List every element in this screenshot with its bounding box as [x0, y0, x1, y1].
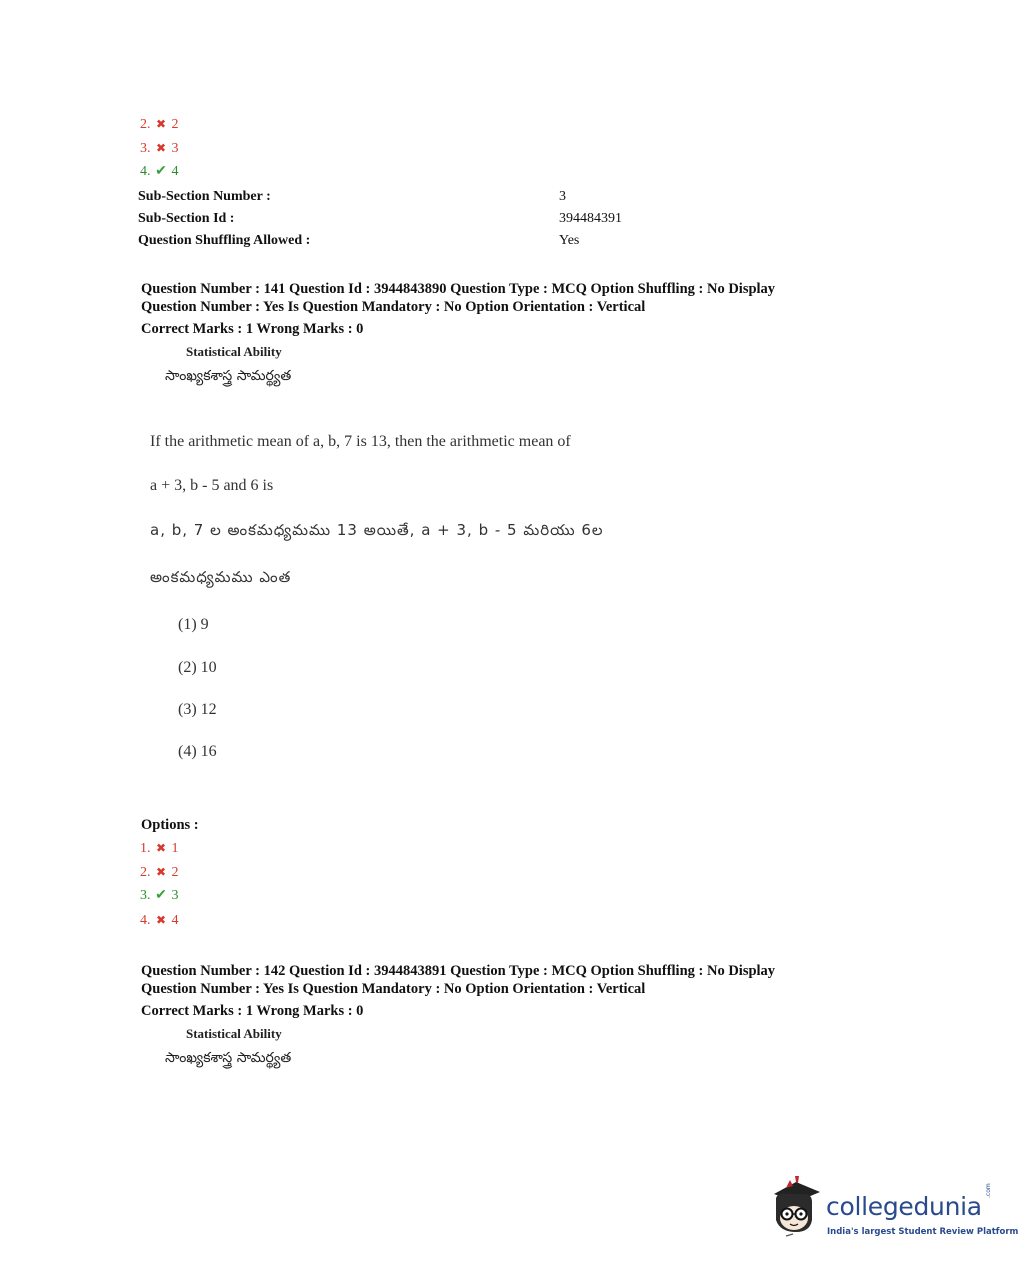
question-text: a + 3, b - 5 and 6 is — [150, 477, 274, 494]
question-marks: Correct Marks : 1 Wrong Marks : 0 — [141, 321, 364, 337]
cross-icon: ✖ — [155, 913, 167, 927]
collegedunia-mascot-icon — [766, 1176, 824, 1238]
brand-name: collegedunia — [826, 1192, 982, 1221]
option-row: 3. ✔ 3 — [140, 888, 179, 903]
question-text: If the arithmetic mean of a, b, 7 is 13, then the arithmetic mean of — [150, 433, 571, 450]
subject-title-telugu: సాంఖ్యకశాస్త్ర సామర్థ్యత — [165, 368, 292, 384]
options-label: Options : — [141, 817, 199, 833]
question-header-line: Question Number : 141 Question Id : 3944843890 Question Type : MCQ Option Shuffling : No Display — [141, 281, 776, 297]
subsection-id-value: 394484391 — [559, 211, 622, 226]
subject-title: Statistical Ability — [186, 1026, 282, 1041]
answer-choice: (1) 9 — [178, 616, 209, 633]
cross-icon: ✖ — [155, 841, 167, 855]
option-row: 4. ✔ 4 — [140, 164, 179, 179]
cross-icon: ✖ — [155, 865, 167, 879]
answer-choice: (4) 16 — [178, 743, 217, 760]
answer-choice: (3) 12 — [178, 701, 217, 718]
check-icon: ✔ — [155, 164, 167, 179]
subsection-number-value: 3 — [559, 189, 566, 204]
question-text-telugu: a, b, 7 ల అంకమధ్యమము 13 అయితే, a + 3, b - 5 మరియు 6ల — [150, 521, 604, 539]
subject-title-telugu: సాంఖ్యకశాస్త్ర సామర్థ్యత — [165, 1050, 292, 1066]
answer-choice: (2) 10 — [178, 659, 217, 676]
option-row: 1. ✖ 1 — [140, 841, 179, 856]
cross-icon: ✖ — [155, 117, 167, 131]
brand-domain: .com — [985, 1183, 992, 1198]
question-shuffling-value: Yes — [559, 233, 580, 248]
question-header-line: Question Number : Yes Is Question Mandatory : No Option Orientation : Vertical — [141, 299, 646, 315]
option-row: 2. ✖ 2 — [140, 865, 179, 880]
question-header-line: Question Number : Yes Is Question Mandatory : No Option Orientation : Vertical — [141, 981, 646, 997]
check-icon: ✔ — [155, 888, 167, 903]
question-marks: Correct Marks : 1 Wrong Marks : 0 — [141, 1003, 364, 1019]
option-row: 3. ✖ 3 — [140, 141, 179, 156]
brand-tagline: India's largest Student Review Platform — [827, 1227, 1019, 1237]
subject-title: Statistical Ability — [186, 344, 282, 359]
option-row: 2. ✖ 2 — [140, 117, 179, 132]
question-text-telugu: అంకమధ్యమము ఎంత — [150, 568, 292, 586]
question-header-line: Question Number : 142 Question Id : 3944843891 Question Type : MCQ Option Shuffling : No Display — [141, 963, 776, 979]
question-shuffling-label: Question Shuffling Allowed : — [138, 233, 311, 248]
option-row: 4. ✖ 4 — [140, 913, 179, 928]
subsection-id-label: Sub-Section Id : — [138, 211, 235, 226]
subsection-number-label: Sub-Section Number : — [138, 189, 271, 204]
cross-icon: ✖ — [155, 141, 167, 155]
